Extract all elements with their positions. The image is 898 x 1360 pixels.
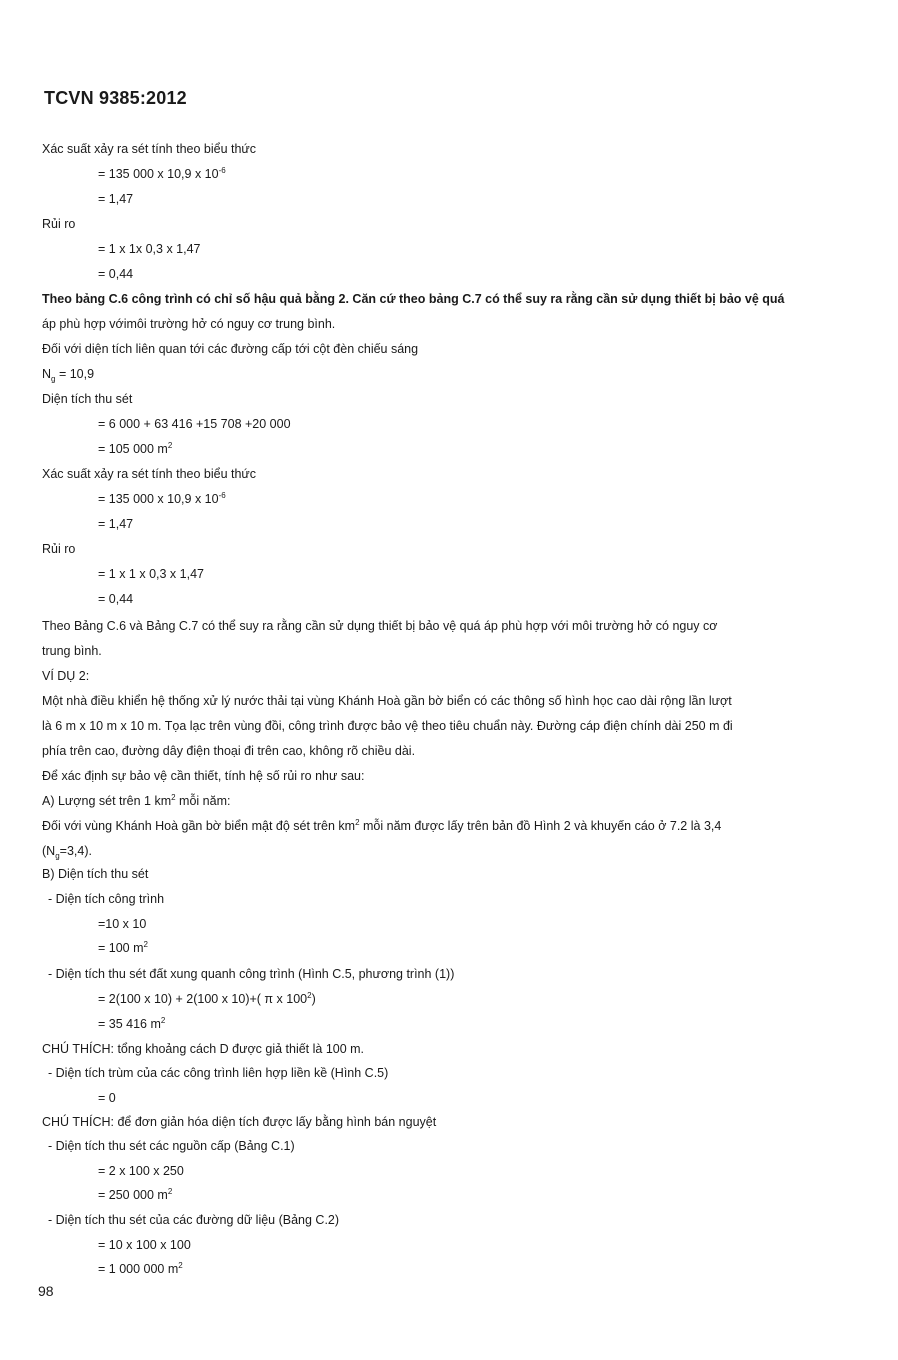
- formula-line: = 6 000 + 63 416 +15 708 +20 000: [98, 417, 291, 431]
- note-line: CHÚ THÍCH: tổng khoảng cách D được giả thiết là 100 m.: [42, 1042, 365, 1056]
- paragraph-line: Theo Bảng C.6 và Bảng C.7 có thể suy ra rằng cần sử dụng thiết bị bảo vệ quá áp phù hợp với môi trường hở có nguy cơ: [42, 619, 718, 633]
- formula-line: = 135 000 x 10,9 x $10^{-6}$: [98, 490, 226, 506]
- formula-line: = 1,47: [98, 517, 134, 531]
- text-line: Diện tích thu sét: [42, 392, 133, 406]
- text-line: Rủi ro: [42, 217, 76, 231]
- formula-line: = 2(100 x 10) + 2(100 x 10)+( π x $100^2$): [98, 990, 316, 1006]
- formula-line: = 2 x 100 x 250: [98, 1164, 184, 1178]
- text-line: Đối với diện tích liên quan tới các đường cấp tới cột đèn chiếu sáng: [42, 342, 419, 356]
- paragraph-line: Đối với vùng Khánh Hoà gần bờ biển mật độ sét trên $km^2$ mỗi năm được lấy trên bản đồ Hình 2 và khuyến cáo ở 7.2 là 3,4: [42, 817, 722, 833]
- paragraph-line: áp phù hợp vớimôi trường hở có nguy cơ trung bình.: [42, 317, 336, 331]
- section-heading: A) Lượng sét trên 1 $km^2$ mỗi năm:: [42, 792, 231, 808]
- paragraph-line: trung bình.: [42, 644, 102, 658]
- section-heading: B) Diện tích thu sét: [42, 867, 149, 881]
- formula-line: $N_g = 10,9$: [42, 367, 95, 384]
- list-item: - Diện tích thu sét các nguồn cấp (Bảng C.1): [48, 1139, 295, 1153]
- note-line: CHÚ THÍCH: để đơn giản hóa diện tích được lấy bằng hình bán nguyệt: [42, 1115, 437, 1129]
- list-item: - Diện tích thu sét của các đường dữ liệu (Bảng C.2): [48, 1213, 340, 1227]
- paragraph-line: Một nhà điều khiển hệ thống xử lý nước thải tại vùng Khánh Hoà gần bờ biển có các thông số hình học cao dài rộng lần lượt: [42, 694, 732, 708]
- text-line: Xác suất xảy ra sét tính theo biểu thức: [42, 142, 257, 156]
- paragraph-line: $(N_g=3,4)$.: [42, 844, 92, 861]
- formula-line: = 100 $m^2$: [98, 939, 148, 955]
- paragraph-line: Theo bảng C.6 công trình có chỉ số hậu quả bằng 2. Căn cứ theo bảng C.7 có thể suy ra rằng cần sử dụng thiết bị bảo vệ quá: [42, 292, 785, 306]
- formula-line: = 0: [98, 1091, 116, 1105]
- formula-line: = 250 000 $m^2$: [98, 1186, 173, 1202]
- list-item: - Diện tích công trình: [48, 892, 165, 906]
- formula-line: = 0,44: [98, 592, 134, 606]
- formula-line: = 105 000 $m^2$: [98, 440, 173, 456]
- formula-line: =10 x 10: [98, 917, 147, 931]
- paragraph-line: phía trên cao, đường dây điện thoại đi trên cao, không rõ chiều dài.: [42, 744, 416, 758]
- page-number: 98: [38, 1283, 54, 1299]
- formula-line: = 1 000 000 $m^2$: [98, 1260, 183, 1276]
- formula-line: = 1,47: [98, 192, 134, 206]
- formula-line: = 1 x 1 x 0,3 x 1,47: [98, 567, 204, 581]
- text-line: Rủi ro: [42, 542, 76, 556]
- formula-line: = 0,44: [98, 267, 134, 281]
- formula-line: = 10 x 100 x 100: [98, 1238, 191, 1252]
- formula-line: = 135 000 x 10,9 x $10^{-6}$: [98, 165, 226, 181]
- text-line: Để xác định sự bảo vệ cần thiết, tính hệ số rủi ro như sau:: [42, 769, 365, 783]
- list-item: - Diện tích trùm của các công trình liên hợp liền kề (Hình C.5): [48, 1066, 389, 1080]
- list-item: - Diện tích thu sét đất xung quanh công trình (Hình C.5, phương trình (1)): [48, 967, 455, 981]
- formula-line: = 1 x 1x 0,3 x 1,47: [98, 242, 201, 256]
- paragraph-line: là 6 m x 10 m x 10 m. Tọa lạc trên vùng đồi, công trình được bảo vệ theo tiêu chuẩn này. Đường cáp điện chính dài 250 m đi: [42, 719, 733, 733]
- formula-line: = 35 416 $m^2$: [98, 1015, 166, 1031]
- text-line: Xác suất xảy ra sét tính theo biểu thức: [42, 467, 257, 481]
- standard-header: TCVN 9385:2012: [44, 88, 187, 108]
- example-heading: VÍ DỤ 2:: [42, 669, 90, 683]
